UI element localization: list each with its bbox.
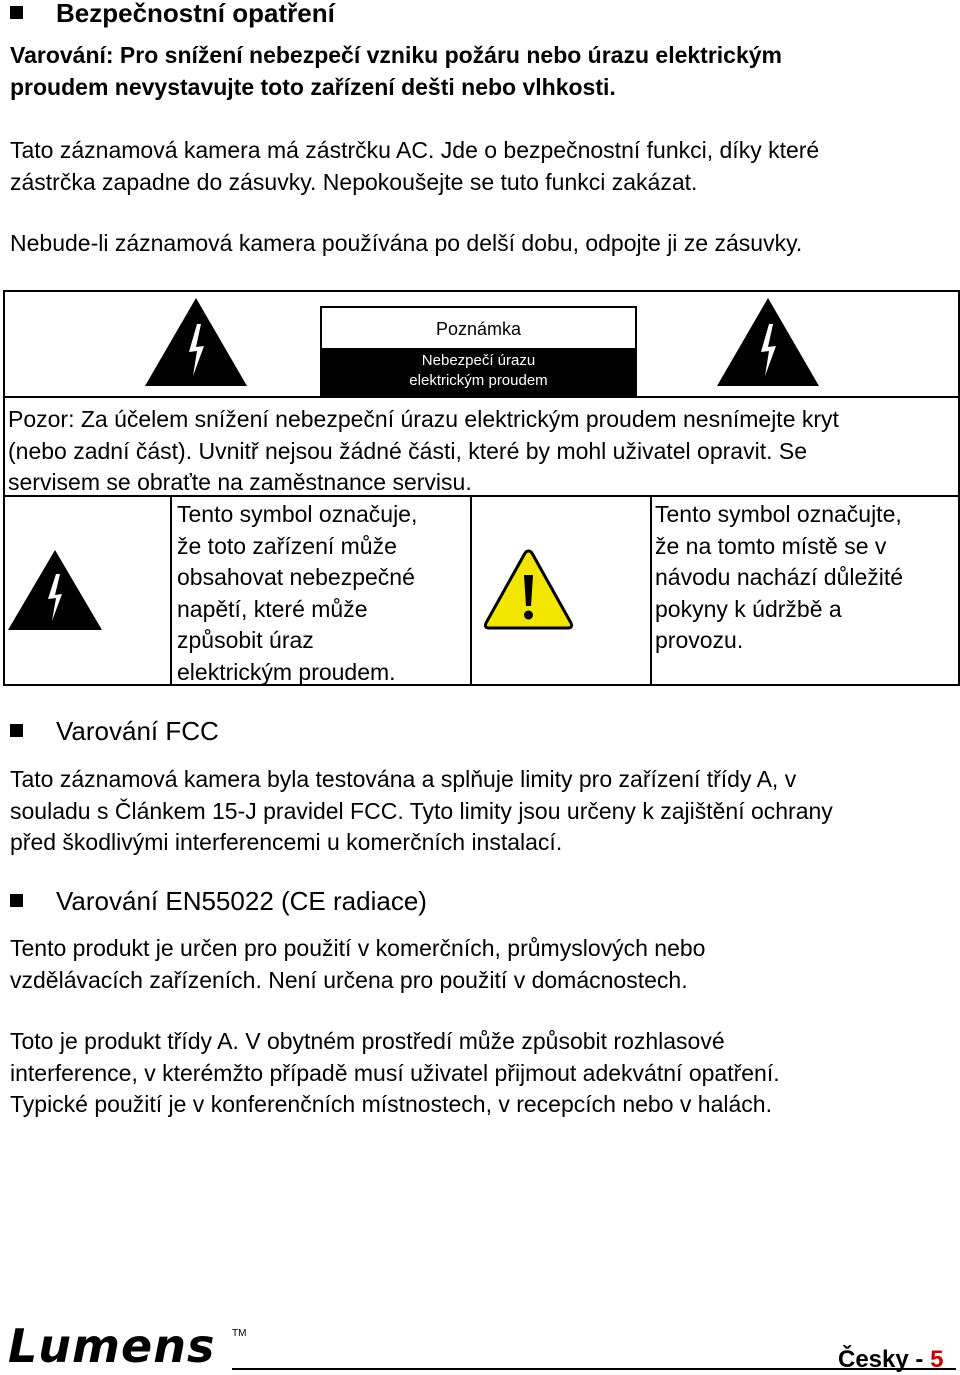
caution-text: Pozor: Za účelem snížení nebezpeční úrazu elektrickým proudem nesnímejte kryt (nebo zadní část). Uvnitř nejsou žádné části, které by mohl uživatel opravit. Se servisem se obraťte na zaměstnance servisu.: [8, 406, 839, 495]
high-voltage-icon: [715, 296, 821, 388]
high-voltage-icon: [6, 548, 104, 632]
voltage-symbol-description: Tento symbol označuje, že toto zařízení může obsahovat nebezpečné napětí, které může způsobit úraz elektrickým proudem.: [177, 501, 418, 685]
safety-para2: Nebude-li záznamová kamera používána po delší dobu, odpojte ji ze zásuvky.: [10, 230, 803, 256]
warning-exclamation-icon: [482, 547, 575, 632]
bullet-icon: [10, 6, 23, 19]
page-footer-label: Česky - 5: [838, 1346, 944, 1373]
note-label: [320, 306, 637, 396]
trademark-mark: TM: [232, 1328, 247, 1339]
page-number: 5: [930, 1346, 944, 1373]
safety-heading: Bezpečnostní opatření: [10, 0, 335, 29]
bullet-icon: [10, 894, 23, 907]
attention-symbol-description: Tento symbol označujte, že na tomto místě se v návodu nachází důležité pokyny k údržbě a provozu.: [655, 501, 904, 653]
en55022-para2: Toto je produkt třídy A. V obytném prostředí může způsobit rozhlasové interference, v kterémžto případě musí uživatel přijmout adekvátní opatření. Typické použití je v konferenčních místnostech, v recepcích nebo v halách.: [10, 1028, 780, 1117]
en55022-para1: Tento produkt je určen pro použití v komerčních, průmyslových nebo vzdělávacích zařízeních. Není určena pro použití v domácnostech.: [10, 935, 706, 993]
safety-warning: Varování: Pro snížení nebezpečí vzniku požáru nebo úrazu elektrickým proudem nevystavujte toto zařízení dešti nebo vlhkosti.: [10, 42, 783, 100]
lumens-logo: Lumens: [8, 1319, 216, 1373]
en55022-heading: Varování EN55022 (CE radiace): [10, 886, 427, 917]
safety-para1: Tato záznamová kamera má zástrčku AC. Jde o bezpečnostní funkci, díky které zástrčka zapadne do zásuvky. Nepokoušejte se tuto funkci zakázat.: [10, 137, 820, 195]
fcc-text: Tato záznamová kamera byla testována a splňuje limity pro zařízení třídy A, v souladu s Článkem 15-J pravidel FCC. Tyto limity jsou určeny k zajištění ochrany před škodlivými interferencemi u komerčních instalací.: [10, 766, 833, 855]
bullet-icon: [10, 724, 23, 737]
high-voltage-icon: [143, 296, 249, 388]
fcc-heading: Varování FCC: [10, 716, 219, 747]
note-title: Poznámka: [435, 319, 522, 339]
note-shock-label: Nebezpečí úrazu elektrickým proudem: [322, 348, 635, 394]
